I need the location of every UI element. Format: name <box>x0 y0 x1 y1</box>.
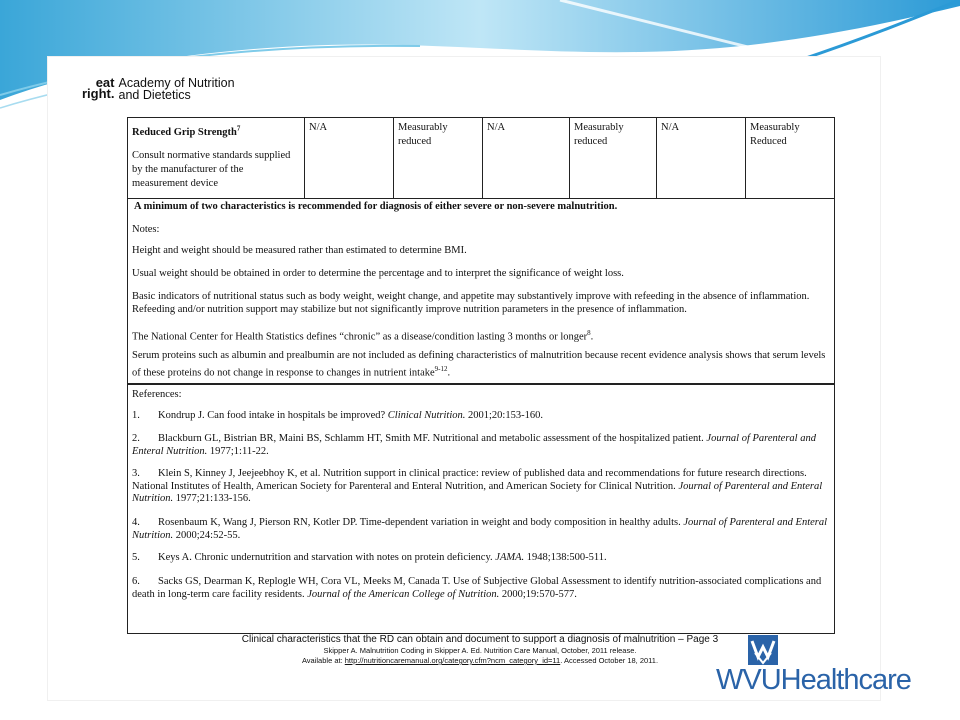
reference-item: 6. Sacks GS, Dearman K, Replogle WH, Cora VL, Meeks M, Canada T. Use of Subjective Global Assessment to identify nutrition-associated complications and death in long-term care facility residents. Journal of the American College of Nutrition. 2000;19:570-577. <box>132 576 822 600</box>
footer-availability: Available at: http://nutritioncaremanual.org/category.cfm?ncm_category_id=11. Accessed October 18, 2011. <box>301 656 659 665</box>
grip-title: Reduced Grip Strength$^7$ <box>132 124 241 138</box>
logo-right-text: right. <box>82 86 115 101</box>
note-item: Usual weight should be obtained in order to determine the percentage and to interpret the significance of weight loss. <box>132 268 624 279</box>
note-item: Height and weight should be measured rather than estimated to determine BMI. <box>132 245 467 256</box>
grip-cell-1: N/A <box>305 118 394 199</box>
footer-title: Clinical characteristics that the RD can obtain and document to support a diagnosis of malnutrition – Page 3 <box>241 634 719 645</box>
grip-description-cell <box>128 118 305 199</box>
grip-cell-3: N/A <box>483 118 570 199</box>
references-label: References: <box>132 389 182 400</box>
org-name-line2: and Dietetics <box>118 88 191 102</box>
grip-cell-4: Measurably reduced <box>570 118 657 199</box>
page-footer <box>200 634 760 666</box>
table-row <box>128 118 835 199</box>
reference-item: 2. Blackburn GL, Bistrian BR, Maini BS, Schlamm HT, Smith MF. Nutritional and metabolic assessment of the hospitalized patient. Journal of Parenteral and Enteral Nutrition. 1977;1:11-22. <box>132 433 816 457</box>
grip-cell-2: Measurably reduced <box>394 118 483 199</box>
academy-logo <box>82 77 235 101</box>
note-item: Serum proteins such as albumin and prealbumin are not included as defining characteristics of malnutrition because recent evidence analysis shows that serum levels of these proteins do not change in response to changes in nutrient intake$^{9-12}$. <box>132 350 826 378</box>
reference-item: 3. Klein S, Kinney J, Jeejeebhoy K, et al. Nutrition support in clinical practice: review of published data and recommendations for future research directions. National Institutes of Health, American Society for Parenteral and Enteral Nutrition, and American Society for Clinical Nutrition. Journal of Parenteral and Enteral Nutrition. 1977;21:133-156. <box>132 468 823 504</box>
note-item: Basic indicators of nutritional status such as body weight, weight change, and appetite may substantively improve with refeeding in the absence of inflammation. Refeeding and/or nutrition support may stabilize but not significantly improve nutrition parameters in the presence of inflammation. <box>132 291 810 315</box>
notes-section <box>127 197 835 384</box>
grip-strength-table <box>127 117 835 199</box>
wvu-healthcare-logo: WVUHealthcare <box>716 664 911 696</box>
reference-item: 5. Keys A. Chronic undernutrition and starvation with notes on protein deficiency. JAMA. 1948;138:500-511. <box>132 552 607 563</box>
footer-link[interactable]: http://nutritioncaremanual.org/category.cfm?ncm_category_id=11 <box>344 656 561 665</box>
grip-cell-6: Measurably Reduced <box>746 118 835 199</box>
logo-eat-text: eat <box>95 75 115 90</box>
notes-label: Notes: <box>132 224 160 235</box>
reference-item: 4. Rosenbaum K, Wang J, Pierson RN, Kotler DP. Time-dependent variation in weight and body composition in healthy adults. Journal of Parenteral and Enteral Nutrition. 2000;24:52-55. <box>132 517 828 541</box>
references-section <box>127 384 835 634</box>
org-name-line1: Academy of Nutrition <box>118 76 235 90</box>
grip-cell-5: N/A <box>657 118 746 199</box>
note-item: The National Center for Health Statistics defines “chronic” as a disease/condition lasting 3 months or longer$^8$. <box>132 329 594 343</box>
reference-item: 1. Kondrup J. Can food intake in hospitals be improved? Clinical Nutrition. 2001;20:153-160. <box>132 410 543 421</box>
footer-citation: Skipper A. Malnutrition Coding in Skipper A. Ed. Nutrition Care Manual, October, 2011 release. <box>323 646 637 655</box>
grip-description: Consult normative standards supplied by the manufacturer of the measurement device <box>132 149 291 189</box>
min-characteristics-note: A minimum of two characteristics is recommended for diagnosis of either severe or non-severe malnutrition. <box>134 201 618 212</box>
